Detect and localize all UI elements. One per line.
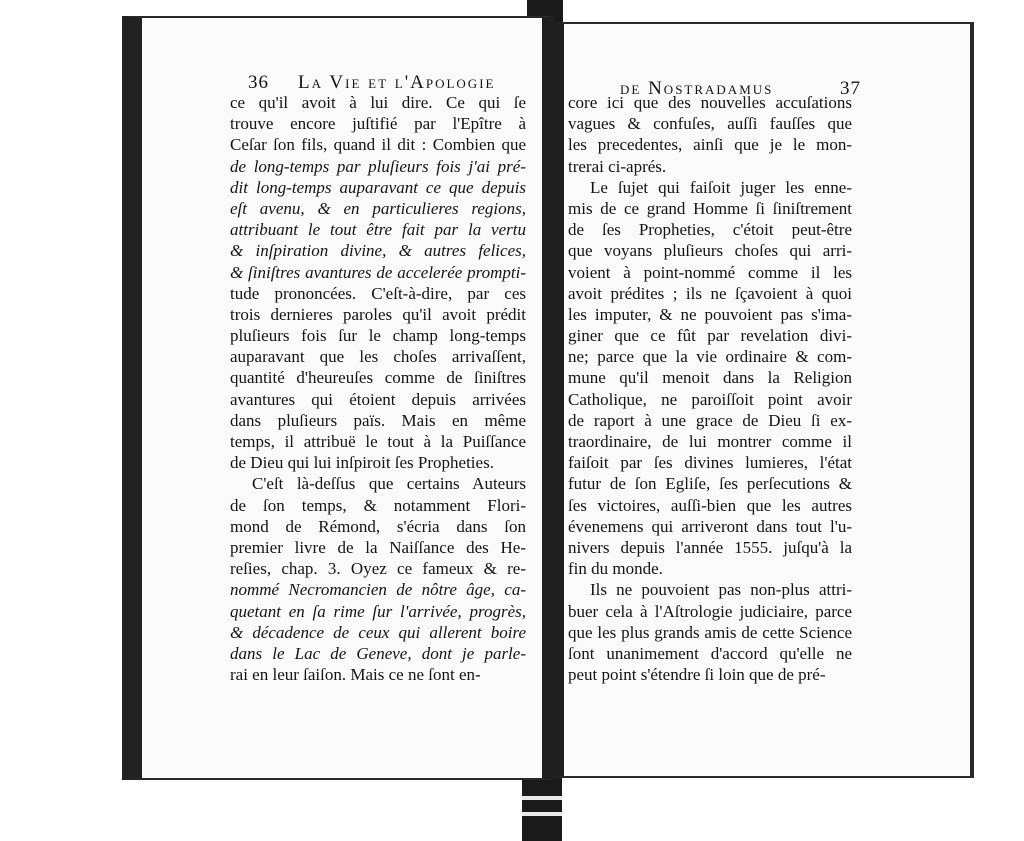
text-line: Le ſujet qui faiſoit juger les enne- [590, 177, 852, 197]
text-line: trois dernieres paroles qu'il avoit prédit [230, 304, 526, 324]
text-line: de ſes Propheties, c'étoit peut-être [568, 220, 852, 240]
bookmark-ribbon-bottom [522, 778, 562, 841]
text-line: Catholique, ne paroiſſoit point avoir [568, 389, 852, 409]
text-line: nivers depuis l'année 1555. juſqu'à la [568, 537, 852, 557]
text-line: buer cela à l'Aſtrologie judiciaire, parce [568, 601, 852, 621]
text-line: attribuant le tout être fait par la vertu [230, 220, 526, 240]
text-line: de Dieu qui lui inſpiroit ſes Propheties. [230, 453, 494, 473]
text-line: quetant en ſa rime ſur l'arrivée, progrès, [230, 601, 526, 621]
text-line: core ici que des nouvelles accuſations [568, 93, 852, 112]
text-line: C'eſt là-deſſus que certains Auteurs [252, 474, 526, 494]
text-line: vagues & confuſes, auſſi fauſſes que [568, 114, 852, 134]
text-line: pluſieurs fois ſur le champ long-temps [230, 326, 526, 346]
text-line: mis de ce grand Homme ſi ſiniſtrement [568, 198, 852, 218]
left-running-head: La Vie et l'Apologie [298, 72, 496, 93]
text-line: ne; parce que la vie ordinaire & com- [568, 347, 852, 367]
text-line: reſies, chap. 3. Oyez ce fameux & re- [230, 559, 526, 579]
text-line: mond de Rémond, s'écria dans ſon [230, 516, 526, 536]
text-line: voient à point-nommé comme il les [568, 262, 852, 282]
text-line: & décadence de ceux qui allerent boire [230, 622, 526, 642]
left-page-number: 36 [248, 72, 269, 93]
right-running-head: de Nostradamus [620, 78, 774, 99]
text-line: de raport à une grace de Dieu ſi ex- [568, 410, 852, 430]
text-line: peut point s'étendre ſi loin que de pré- [568, 665, 826, 685]
text-line: quantité d'heureuſes comme de ſiniſtres [230, 368, 526, 388]
text-line: & inſpiration divine, & autres felices, [230, 241, 526, 261]
text-line: dans pluſieurs païs. Mais en même [230, 410, 526, 430]
text-line: les imputer, & ne pouvoient pas s'ima- [568, 304, 852, 324]
text-line: tude prononcées. C'eſt-à-dire, par ces [230, 283, 526, 303]
text-line: que les plus grands amis de cette Science [568, 622, 852, 642]
text-line: fin du monde. [568, 559, 663, 579]
text-line: rai en leur ſaiſon. Mais ce ne ſont en- [230, 665, 481, 685]
text-line: futur de ſon Egliſe, ſes perſecutions & [568, 474, 852, 494]
text-line: ce qu'il avoit à lui dire. Ce qui ſe [230, 93, 526, 112]
right-page-text [568, 92, 852, 685]
text-line: que voyans pluſieurs choſes qui arri- [568, 241, 852, 261]
text-line: de long-temps par pluſieurs fois j'ai pré- [230, 156, 526, 176]
text-line: avoit prédites ; ils ne ſçavoient à quoi [568, 283, 852, 303]
text-line: premier livre de la Naiſſance des He- [230, 537, 526, 557]
text-line: faiſoit par ſes divines lumieres, l'état [568, 453, 852, 473]
text-line: auparavant que les choſes arrivaſſent, [230, 347, 526, 367]
text-line: giner que ce fût par revelation divi- [568, 326, 852, 346]
text-line: dit long-temps auparavant ce que depuis [230, 177, 526, 197]
text-line: mune qu'il menoit dans la Religion [568, 368, 852, 388]
text-line: Ils ne pouvoient pas non-plus attri- [590, 580, 852, 600]
text-line: avantures qui étoient depuis arrivées [230, 389, 526, 409]
text-line: ſont unanimement d'accord qu'elle ne [568, 643, 852, 663]
text-line: évenemens qui arriveront dans tout l'u- [568, 516, 852, 536]
text-line: ſes victoires, auſſi-bien que les autres [568, 495, 852, 515]
text-line: eſt avenu, & en particulieres regions, [230, 198, 526, 218]
text-line: de ſon temps, & notamment Flori- [230, 495, 526, 515]
text-line: les precedentes, ainſi que je le mon- [568, 135, 852, 155]
text-line: temps, il attribuë le tout à la Puiſſance [230, 432, 526, 451]
right-page-number: 37 [840, 78, 861, 99]
text-line: nommé Necromancien de nôtre âge, ca- [230, 580, 526, 600]
text-line: trouve encore juſtifié par l'Epître à [230, 114, 526, 134]
text-line: Ceſar ſon fils, quand il dit : Combien que [230, 135, 526, 155]
text-line: traordinaire, de lui montrer comme il [568, 432, 852, 451]
text-line: dans le Lac de Geneve, dont je parle- [230, 643, 526, 663]
text-line: trerai ci-aprés. [568, 156, 667, 176]
text-line: & ſiniſtres avantures de accelerée prompti- [230, 262, 526, 282]
left-page-text [230, 92, 526, 685]
